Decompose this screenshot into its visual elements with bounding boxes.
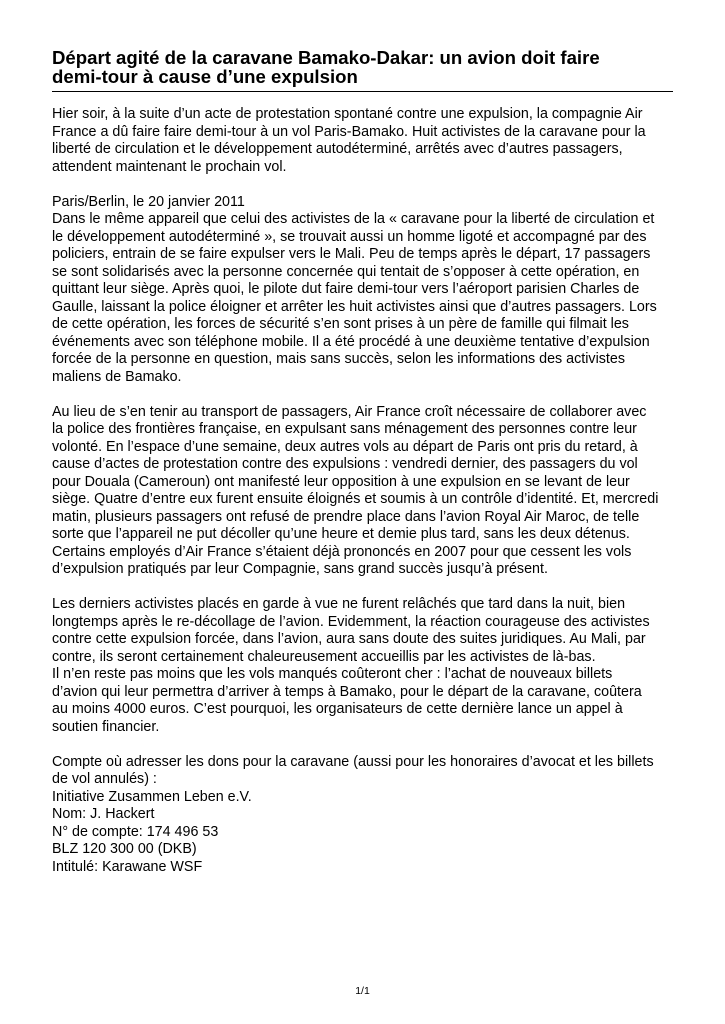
- text-line: Gaulle, laissant la police éloigner et arrêter les huit activistes ainsi que d’autres passagers. Lors: [52, 298, 657, 315]
- text-line: de cette opération, les forces de sécurité s’en sont prises à un père de famille qui filmait les: [52, 316, 629, 332]
- text-line: sorte que l’appareil ne put décoller qu’une heure et demie plus tard, sans les deux détenus.: [52, 526, 630, 542]
- text-line: au moins 4000 euros. C’est pourquoi, les organisateurs de cette dernière lance un appel à: [52, 701, 623, 717]
- text-line: Hier soir, à la suite d’un acte de protestation spontané contre une expulsion, la compagnie Air: [52, 106, 643, 122]
- body-paragraph-1: [52, 194, 673, 387]
- body-paragraph-3: [52, 596, 673, 736]
- dateline: Paris/Berlin, le 20 janvier 2011: [52, 193, 245, 210]
- text-line: contre, ils seront certainement chaleureusement accueillis par les activistes de là-bas.: [52, 648, 596, 665]
- text-line: d’expulsion pratiqués par leur Compagnie, sans grand succès jusqu’à présent.: [52, 561, 548, 577]
- text-line: forcée de la personne en question, mais sans succès, selon les informations des activistes: [52, 351, 625, 367]
- bank-code: BLZ 120 300 00 (DKB): [52, 841, 197, 857]
- text-line: soutien financier.: [52, 718, 160, 735]
- text-line: policiers, entrain de se faire expulser vers le Mali. Peu de temps après le départ, 17 passagers: [52, 246, 651, 262]
- text-line: Il n’en reste pas moins que les vols manqués coûteront cher : l’achat de nouveaux billets: [52, 666, 613, 682]
- text-line: Compte où adresser les dons pour la caravane (aussi pour les honoraires d’avocat et les billets: [52, 753, 654, 770]
- text-line: événements avec son téléphone mobile. Il a été procédé à une deuxième tentative d’expulsion: [52, 333, 650, 350]
- article-title: [52, 48, 673, 92]
- text-line: se sont solidarisés avec la personne concernée qui tentait de s’opposer à cette opération, en: [52, 263, 640, 280]
- text-line: siège. Quatre d’entre eux furent ensuite éloignés et soumis à un contrôle d’identité. Et, mercredi: [52, 491, 659, 507]
- lead-paragraph: [52, 106, 673, 176]
- text-line: attendent maintenant le prochain vol.: [52, 158, 287, 175]
- text-line: liberté de circulation et le développement autodéterminé, arrêtés avec d’autres passagers,: [52, 141, 623, 157]
- title-line: Départ agité de la caravane Bamako-Dakar: un avion doit faire: [52, 47, 600, 68]
- text-line: Au lieu de s’en tenir au transport de passagers, Air France croît nécessaire de collaborer avec: [52, 403, 647, 420]
- text-line: contre cette expulsion forcée, dans l’avion, aura sans doute des suites juridiques. Au Mali, par: [52, 631, 646, 647]
- text-line: de vol annulés) :: [52, 771, 157, 787]
- text-line: longtemps après le re-décollage de l’avion. Evidemment, la réaction courageuse des activistes: [52, 613, 650, 630]
- donation-details: [52, 754, 673, 877]
- text-line: pour Douala (Cameroun) ont manifesté leur opposition à une expulsion en se levant de leur: [52, 473, 630, 490]
- document-page: [52, 48, 673, 876]
- text-line: volonté. En l’espace d’une semaine, deux autres vols au départ de Paris ont pris du retard, à: [52, 438, 638, 455]
- text-line: France a dû faire faire demi-tour à un vol Paris-Bamako. Huit activistes de la caravane pour la: [52, 123, 646, 140]
- text-line: quittant leur siège. Après quoi, le pilote dut faire demi-tour vers l’aéroport parisien Charles de: [52, 281, 640, 297]
- text-line: cause d’actes de protestation contre des expulsions : vendredi dernier, des passagers du vol: [52, 456, 638, 472]
- title-line: demi-tour à cause d’une expulsion: [52, 66, 358, 87]
- account-title: Intitulé: Karawane WSF: [52, 858, 203, 875]
- text-line: maliens de Bamako.: [52, 368, 182, 385]
- text-line: Les derniers activistes placés en garde à vue ne furent relâchés que tard dans la nuit, bien: [52, 596, 626, 612]
- text-line: le développement autodéterminé », se trouvait aussi un homme ligoté et accompagné par des: [52, 228, 647, 245]
- text-line: Dans le même appareil que celui des activistes de la « caravane pour la liberté de circulation et: [52, 211, 655, 227]
- body-paragraph-2: [52, 404, 673, 579]
- text-line: Certains employés d’Air France s’étaient déjà prononcés en 2007 pour que cessent les vols: [52, 543, 632, 560]
- account-holder: Initiative Zusammen Leben e.V.: [52, 788, 252, 805]
- text-line: la police des frontières française, en expulsant sans ménagement des personnes contre leur: [52, 421, 637, 437]
- account-name: Nom: J. Hackert: [52, 806, 155, 822]
- text-line: d’avion qui leur permettra d’arriver à temps à Bamako, pour le départ de la caravane, coûtera: [52, 683, 642, 700]
- text-line: matin, plusieurs passagers ont refusé de prendre place dans l’avion Royal Air Maroc, de telle: [52, 508, 640, 525]
- page-number: 1/1: [355, 985, 370, 997]
- account-number: N° de compte: 174 496 53: [52, 823, 219, 840]
